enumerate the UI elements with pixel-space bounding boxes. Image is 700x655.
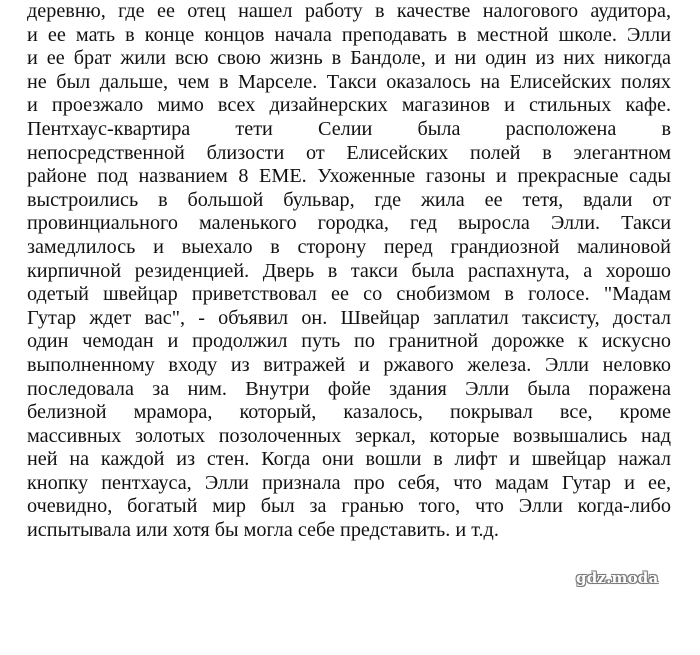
text-line: очевидно, богатый мир был за гранью того, что Элли когда-либо [27,495,671,518]
paragraph [27,0,671,543]
text-line: не был дальше, чем в Марселе. Такси оказалось на Елисейских полях [27,70,671,93]
text-line: выполненному входу из витражей и ржавого железа. Элли неловко [27,353,671,376]
text-line: одетый швейцар приветствовал ее со снобизмом в голосе. "Мадам [27,283,671,306]
text-line: замедлилось и выехало в сторону перед грандиозной малиновой [27,235,671,258]
text-line: деревню, где ее отец нашел работу в качестве налогового аудитора, [27,0,671,22]
text-line: провинциального маленького городка, гед выросла Элли. Такси [27,212,671,235]
text-line: выстроились в большой бульвар, где жила ее тетя, вдали от [27,188,671,211]
text-line: ней на каждой из стен. Когда они вошли в лифт и швейцар нажал [27,448,671,471]
text-line: испытывала или хотя бы могла себе представить. и т.д. [27,519,499,542]
text-line: и проезжало мимо всех дизайнерских магазинов и стильных кафе. [27,94,671,117]
text-line: последовала за ним. Внутри фойе здания Элли была поражена [27,377,671,400]
text-line: один чемодан и продолжил путь по гранитной дорожке к искусно [27,330,671,353]
text-line: кнопку пентхауса, Элли признала про себя, что мадам Гутар и ее, [27,471,671,494]
text-line: массивных золотых позолоченных зеркал, которые возвышались над [27,424,671,447]
watermark: gdz.moda [576,569,659,587]
text-line: и ее брат жили всю свою жизнь в Бандоле, и ни один из них никогда [27,47,671,70]
text-line: Пентхаус-квартира тети Селии была расположена в [27,117,671,140]
text-line: районе под названием 8 EME. Ухоженные газоны и прекрасные сады [27,165,671,188]
text-line: и ее мать в конце концов начала преподавать в местной школе. Элли [27,23,671,46]
text-line: кирпичной резиденцией. Дверь в такси была распахнута, а хорошо [27,259,671,282]
text-line: белизной мрамора, который, казалось, покрывал все, кроме [27,401,671,424]
text-line: непосредственной близости от Елисейских полей в элегантном [27,141,671,164]
text-line: Гутар ждет вас", - объявил он. Швейцар заплатил таксисту, достал [27,306,671,329]
